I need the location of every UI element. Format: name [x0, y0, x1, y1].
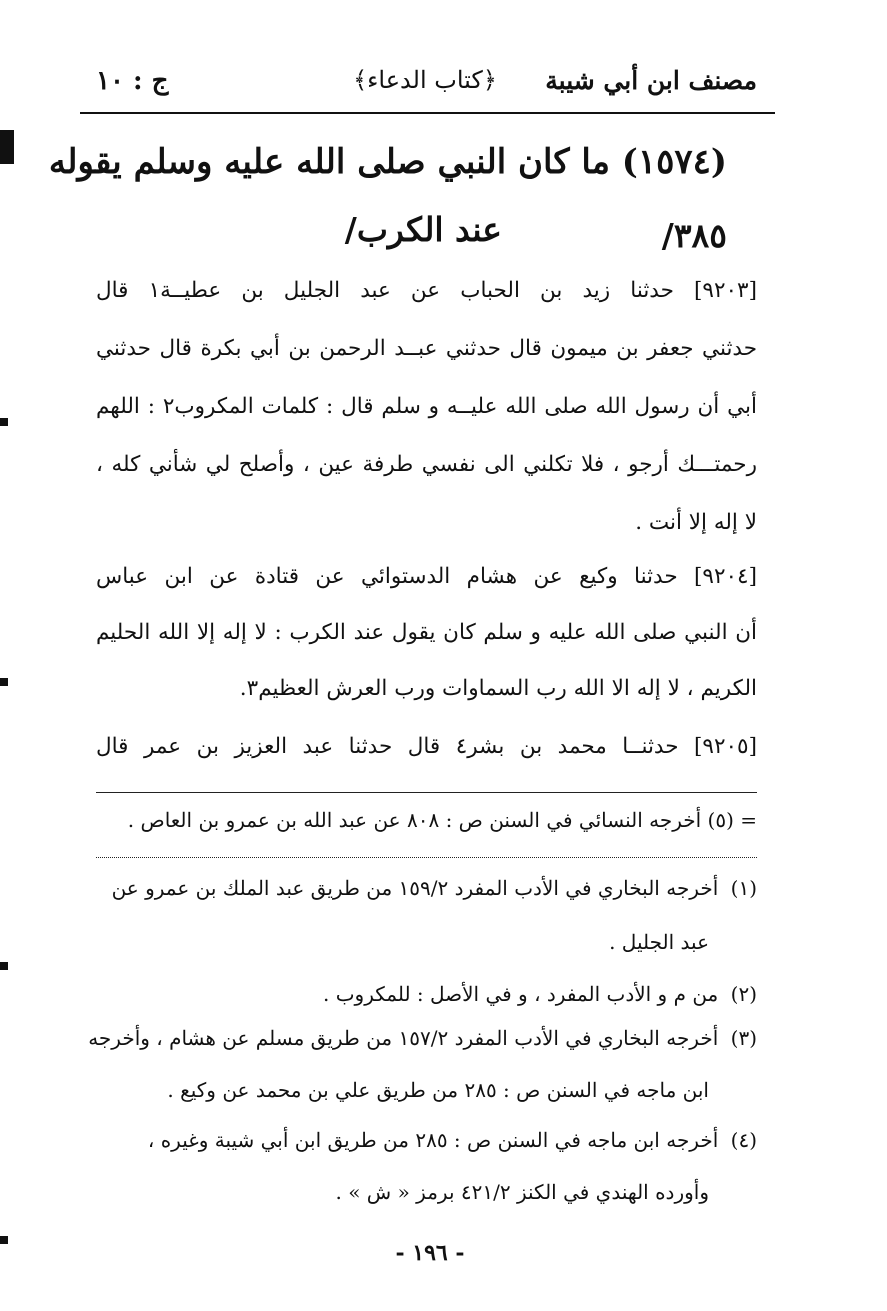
page-number: - ١٩٦ -: [395, 1240, 465, 1266]
footnote-4-continued: وأورده الهندي في الكنز ٤٢١/٢ برمز « ش » .: [335, 1180, 709, 1204]
footnote-3: [88, 1026, 757, 1050]
chapter-number: ٣٨٥/: [661, 216, 727, 255]
footnote-separator: [96, 792, 757, 793]
running-header-book-title: مصنف ابن أبي شيبة: [545, 66, 757, 95]
hadith-line: أبي أن رسول الله صلى الله عليــه و سلم قال : كلمات المكروب٢ : اللهم: [96, 394, 758, 419]
header-rule: [80, 112, 775, 114]
hadith-line: رحمتـــك أرجو ، فلا تكلني الى نفسي طرفة عين ، وأصلح لي شأني كله ،: [96, 452, 757, 477]
footnote-3-continued: ابن ماجه في السنن ص : ٢٨٥ من طريق علي بن محمد عن وكيع .: [167, 1078, 709, 1102]
footnote-4: [96, 1128, 757, 1152]
footnote-text: من م و الأدب المفرد ، و في الأصل : للمكروب .: [323, 982, 719, 1006]
running-header-volume: ج : ١٠: [96, 66, 169, 96]
footnote-text: أخرجه البخاري في الأدب المفرد ١٥٩/٢ من طريق عبد الملك بن عمرو عن: [111, 876, 719, 900]
hadith-line: [٩٢٠٣] حدثنا زيد بن الحباب عن عبد الجليل بن عطيــة١ قال: [96, 278, 757, 303]
footnote-text: أخرجه ابن ماجه في السنن ص : ٢٨٥ من طريق ابن أبي شيبة وغيره ،: [147, 1128, 719, 1152]
footnote-1: [96, 876, 757, 900]
footnote-marker: (١): [730, 876, 757, 900]
hadith-line: حدثني جعفر بن ميمون قال حدثني عبــد الرحمن بن أبي بكرة قال حدثني: [96, 336, 757, 361]
footnote-separator: [96, 857, 757, 858]
scan-margin-mark: [0, 962, 8, 970]
footnote-marker: (٤): [730, 1128, 757, 1152]
scan-margin-mark: [0, 1236, 8, 1244]
hadith-line: [٩٢٠٤] حدثنا وكيع عن هشام الدستوائي عن قتادة عن ابن عباس: [96, 564, 757, 589]
chapter-title: (١٥٧٤) ما كان النبي صلى الله عليه وسلم يقوله: [48, 142, 727, 182]
footnote-1-continued: عبد الجليل .: [609, 930, 709, 954]
continued-footnote: = (٥) أخرجه النسائي في السنن ص : ٨٠٨ عن عبد الله بن عمرو بن العاص .: [127, 808, 757, 832]
footnote-marker: (٣): [730, 1026, 757, 1050]
hadith-line: أن النبي صلى الله عليه و سلم كان يقول عند الكرب : لا إله إلا الله الحليم: [96, 620, 757, 645]
scan-margin-mark: [0, 678, 8, 686]
footnote-text: أخرجه البخاري في الأدب المفرد ١٥٧/٢ من طريق مسلم عن هشام ، وأخرجه: [88, 1026, 719, 1050]
hadith-line: الكريم ، لا إله الا الله رب السماوات ورب العرش العظيم٣.: [239, 676, 757, 701]
running-header-section: ﴿كتاب الدعاء﴾: [353, 66, 497, 94]
scan-margin-mark: [0, 130, 14, 164]
hadith-line: لا إله إلا أنت .: [635, 510, 757, 535]
hadith-line: [٩٢٠٥] حدثنــا محمد بن بشر٤ قال حدثنا عبد العزيز بن عمر قال: [96, 734, 757, 759]
chapter-subtitle: عند الكرب/: [344, 210, 502, 249]
footnote-marker: (٢): [730, 982, 757, 1006]
footnote-2: [96, 982, 757, 1006]
scan-margin-mark: [0, 418, 8, 426]
